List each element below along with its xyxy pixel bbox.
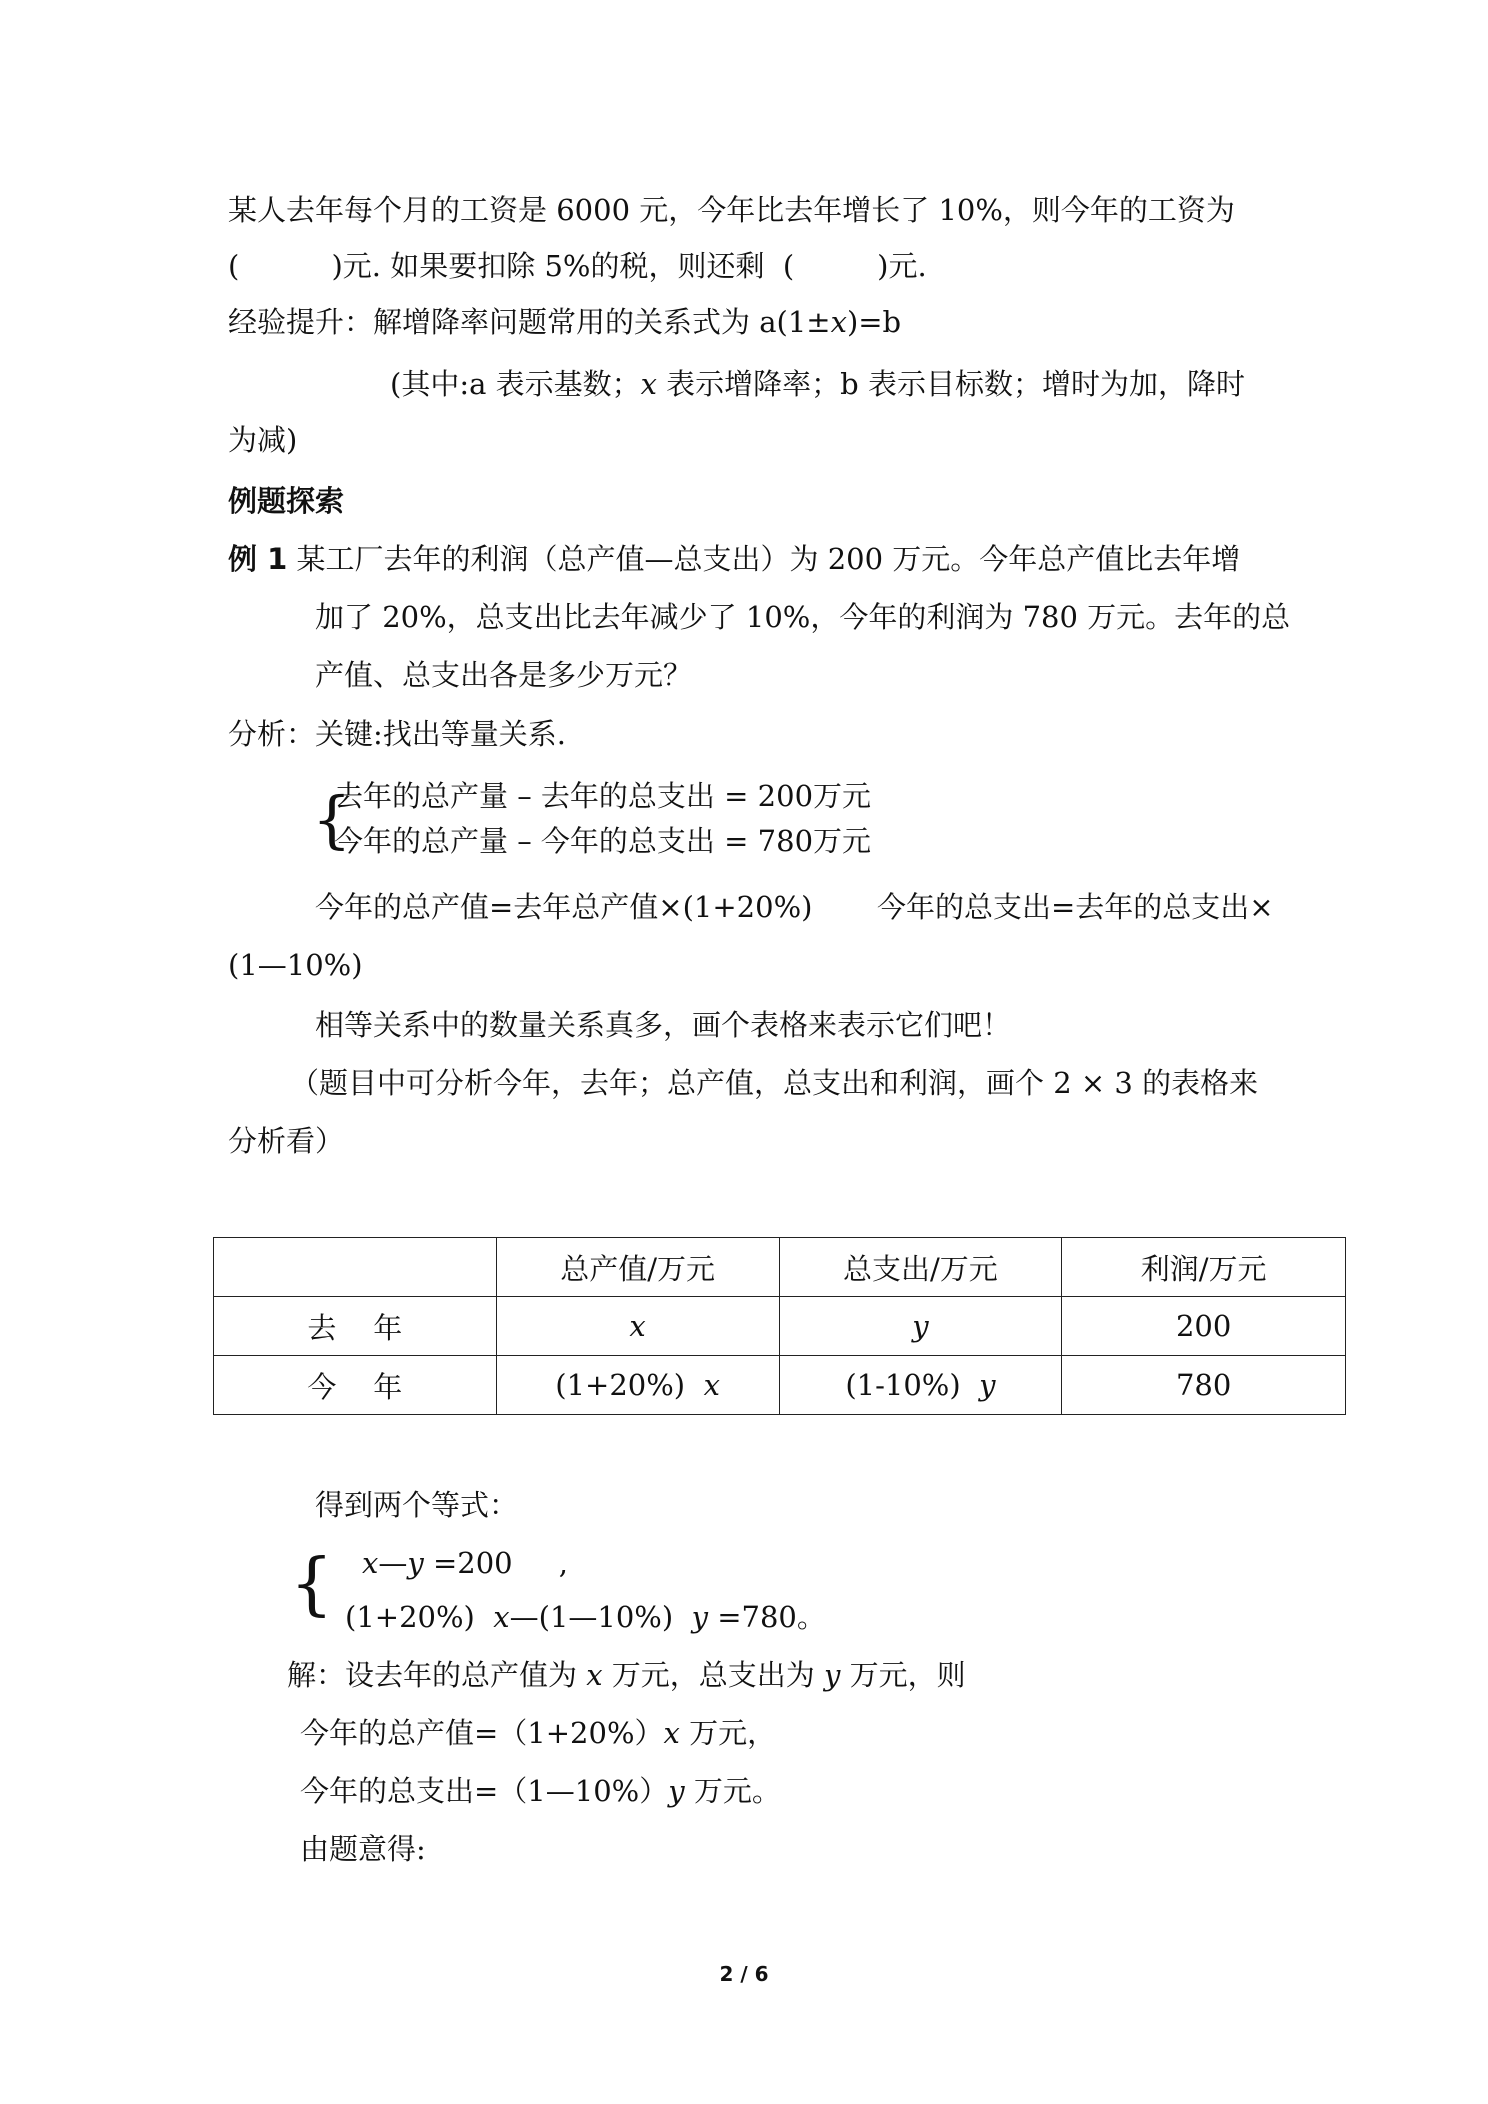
example-text: 某工厂去年的利润（总产值—总支出）为 200 万元。今年总产值比去年增: [287, 542, 1241, 576]
table-header-cell: 利润/万元: [1062, 1238, 1346, 1297]
note-text-end: 表示增降率；b 表示目标数；增时为加，降时: [656, 367, 1245, 401]
var-x: x: [493, 1600, 510, 1634]
intro-line-1: 某人去年每个月的工资是 6000 元，今年比去年增长了 10%，则今年的工资为: [228, 193, 1235, 227]
equations-brace: {: [290, 1545, 334, 1624]
table-cell: 200: [1062, 1297, 1346, 1356]
analysis-line-2: 今年的总产值=去年总产值×(1+20%) 今年的总支出=去年的总支出×: [315, 890, 1274, 924]
equation-text: —(1—10%): [509, 1600, 692, 1634]
experience-text-end: )=b: [846, 305, 902, 339]
var-y: y: [668, 1774, 685, 1808]
solution-line-1: [287, 1658, 966, 1692]
experience-note-line-2: 为减): [228, 423, 298, 457]
analysis-line-1: 分析：关键:找出等量关系.: [228, 717, 566, 751]
var-x: x: [586, 1658, 603, 1692]
var-x: x: [830, 305, 847, 339]
var-x: x: [362, 1546, 379, 1580]
equation-rest: =780。: [708, 1600, 826, 1634]
experience-text: 经验提升：解增降率问题常用的关系式为 a(1±: [228, 305, 831, 339]
cell-text: (1-10%): [845, 1368, 980, 1402]
system-eq-2: 今年的总产量 – 今年的总支出 = 780万元: [334, 824, 872, 858]
table-cell: [779, 1356, 1062, 1415]
analysis-line-3: (1—10%): [228, 948, 363, 982]
table-cell: [496, 1356, 779, 1415]
table-row: [214, 1356, 1346, 1415]
experience-note-line: [390, 367, 1245, 401]
equation-rest: =200 ,: [423, 1546, 568, 1580]
equation-text: (1+20%): [345, 1600, 494, 1634]
solution-line-3: [300, 1774, 781, 1808]
solution-text: 今年的总产值=（1+20%）: [300, 1716, 664, 1750]
var-y: y: [407, 1546, 424, 1580]
row-label-last-year: 去 年: [214, 1297, 497, 1356]
solution-text: 万元，则: [840, 1658, 966, 1692]
table-header-cell: 总支出/万元: [779, 1238, 1062, 1297]
minus-sign: —: [378, 1546, 408, 1580]
table-cell: 780: [1062, 1356, 1346, 1415]
analysis-line-5: （题目中可分析今年，去年；总产值，总支出和利润，画个 2 × 3 的表格来: [290, 1066, 1259, 1100]
solution-line-4: 由题意得:: [300, 1832, 426, 1866]
example-label: 例 1: [228, 542, 288, 576]
row-label-this-year: 今 年: [214, 1356, 497, 1415]
section-title: 例题探索: [228, 484, 345, 518]
experience-line: [228, 305, 901, 339]
note-text: (其中:a 表示基数；: [390, 367, 641, 401]
equation-1: [362, 1546, 568, 1580]
var-y: y: [824, 1658, 841, 1692]
intro-line-2: ( )元. 如果要扣除 5%的税，则还剩 ( )元.: [228, 249, 927, 283]
table-cell: x: [496, 1297, 779, 1356]
var-y: y: [691, 1600, 709, 1634]
solution-text: 万元。: [684, 1774, 781, 1808]
solution-text: 解：设去年的总产值为: [287, 1658, 587, 1692]
example-line-3: 产值、总支出各是多少万元？: [315, 658, 693, 692]
analysis-line-6: 分析看）: [228, 1124, 345, 1158]
example-line-2: 加了 20%，总支出比去年减少了 10%，今年的利润为 780 万元。去年的总: [315, 600, 1291, 634]
analysis-table: [213, 1237, 1346, 1415]
solution-text: 万元，: [679, 1716, 777, 1750]
system-brace: {: [312, 783, 352, 856]
table-header-row: [214, 1238, 1346, 1297]
equations-intro: 得到两个等式：: [315, 1488, 519, 1522]
table-row: [214, 1297, 1346, 1356]
page-number: 2 / 6: [719, 1962, 769, 1986]
table-header-cell: [214, 1238, 497, 1297]
cell-text: (1+20%): [555, 1368, 704, 1402]
var-y: y: [979, 1368, 996, 1402]
solution-line-2: [300, 1716, 776, 1750]
solution-text: 今年的总支出=（1—10%）: [300, 1774, 669, 1808]
table-cell: y: [779, 1297, 1062, 1356]
var-x: x: [703, 1368, 720, 1402]
example-line-1: [228, 542, 1240, 576]
table-header-cell: 总产值/万元: [496, 1238, 779, 1297]
var-x: x: [663, 1716, 680, 1750]
analysis-line-4: 相等关系中的数量关系真多，画个表格来表示它们吧！: [315, 1008, 1012, 1042]
system-eq-1: 去年的总产量 – 去年的总支出 = 200万元: [334, 779, 872, 813]
solution-text: 万元，总支出为: [602, 1658, 825, 1692]
equation-2: [345, 1600, 826, 1634]
var-x: x: [640, 367, 657, 401]
